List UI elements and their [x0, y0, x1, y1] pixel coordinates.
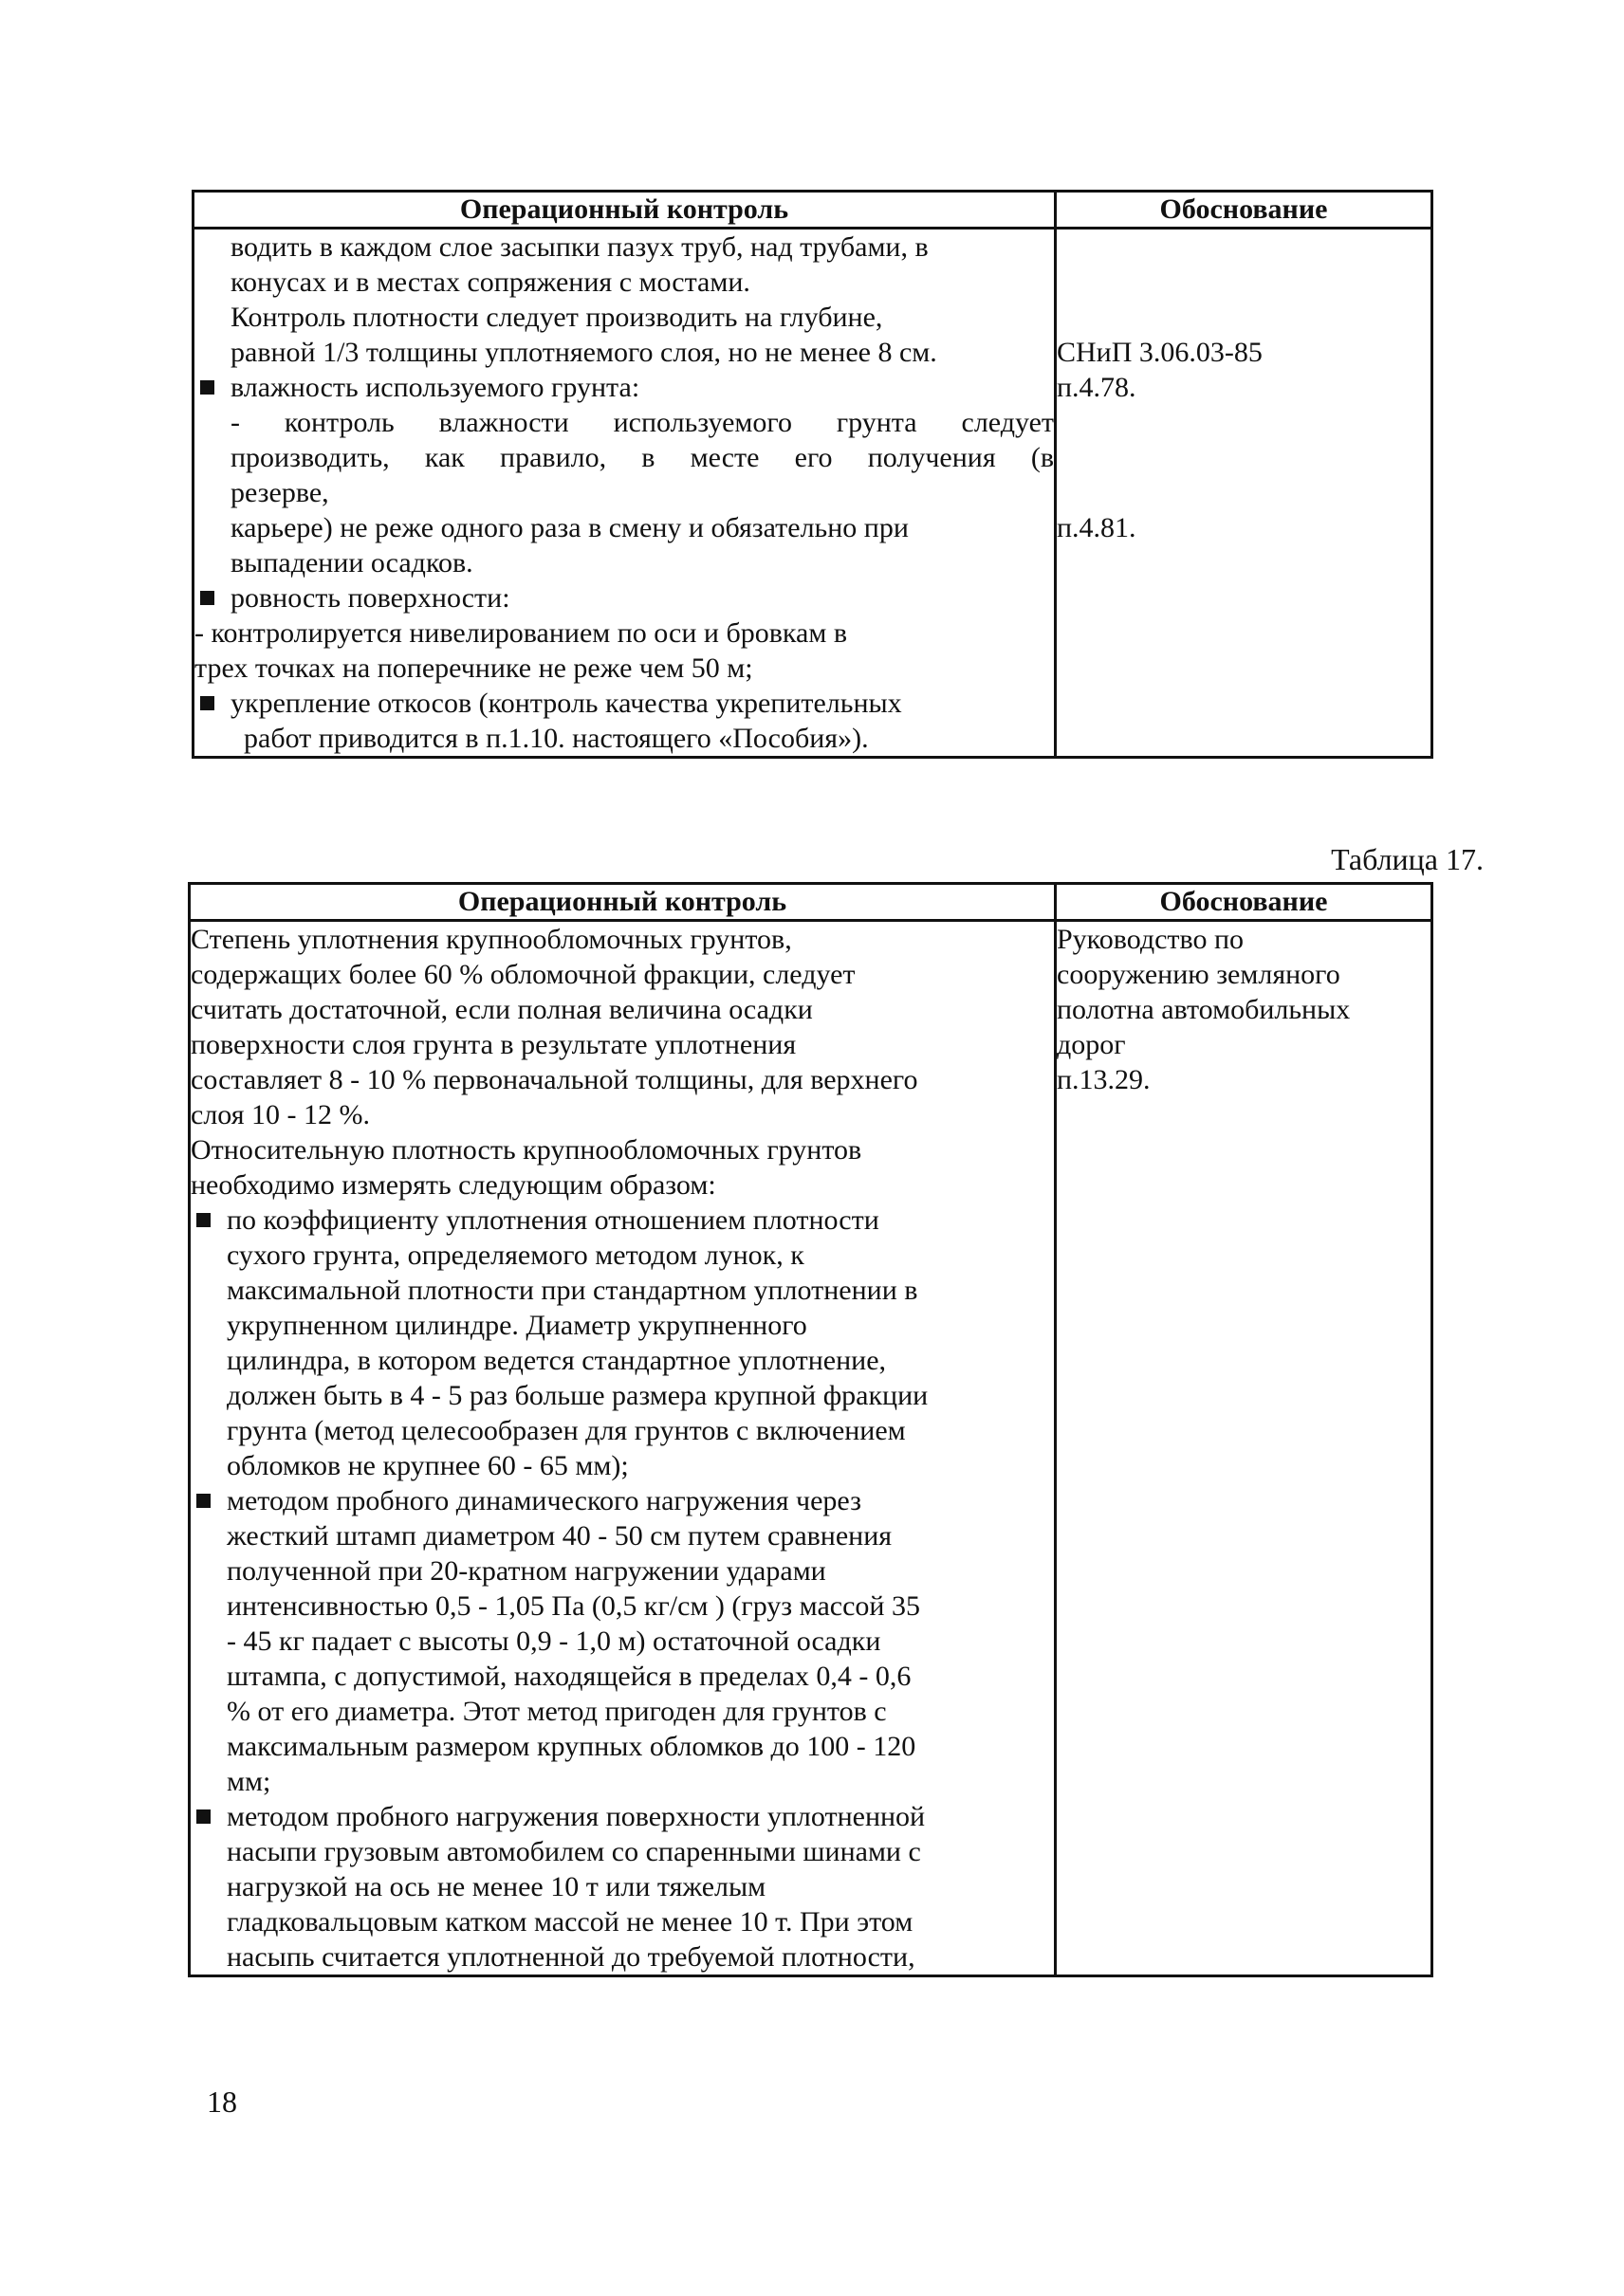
- text-line: Степень уплотнения крупнообломочных грунтов,: [191, 924, 792, 955]
- text-line: - контроль влажности используемого грунта следует: [231, 407, 1054, 438]
- text-line: водить в каждом слое засыпки пазух труб, над трубами, в: [231, 231, 929, 263]
- text-line: необходимо измерять следующим образом:: [191, 1169, 716, 1201]
- text-line: карьере) не реже одного раза в смену и обязательно при: [231, 512, 909, 543]
- text-line: нагрузкой на ось не менее 10 т или тяжелым: [227, 1871, 766, 1902]
- bullet-item: ровность поверхности:: [194, 580, 1054, 615]
- text-line: цилиндра, в котором ведется стандартное уплотнение,: [227, 1345, 887, 1376]
- text-line: укрупненном цилиндре. Диаметр укрупненного: [227, 1310, 807, 1341]
- table-row: [194, 229, 1432, 758]
- table-row: [190, 921, 1432, 1976]
- text-line: интенсивностью 0,5 - 1,05 Па (0,5 кг/см ) (груз массой 35: [227, 1590, 920, 1622]
- justification-cell: [1056, 921, 1432, 1976]
- operational-control-cell: [190, 921, 1056, 1976]
- text-line: трех точках на поперечнике не реже чем 50 м;: [194, 652, 753, 684]
- text-line: гладковальцовым катком массой не менее 10 т. При этом: [227, 1906, 914, 1938]
- table-17: [188, 882, 1433, 1977]
- header-justification: Обоснование: [1056, 192, 1432, 229]
- text-line: конусах и в местах сопряжения с мостами.: [231, 266, 750, 298]
- text-line: Контроль плотности следует производить на глубине,: [231, 302, 883, 333]
- table-caption: Таблица 17.: [1331, 842, 1484, 876]
- text-line: жесткий штамп диаметром 40 - 50 см путем сравнения: [227, 1520, 893, 1552]
- text-line: максимальной плотности при стандартном уплотнении в: [227, 1275, 918, 1306]
- table-continuation: [192, 190, 1433, 759]
- text-line: % от его диаметра. Этот метод пригоден для грунтов с: [227, 1696, 887, 1727]
- reference-clause: п.4.78.: [1057, 372, 1136, 403]
- text-line: равной 1/3 толщины уплотняемого слоя, но не менее 8 см.: [231, 337, 937, 368]
- text-line: полученной при 20-кратном нагружении ударами: [227, 1555, 826, 1587]
- text-line: обломков не крупнее 60 - 65 мм);: [227, 1450, 629, 1481]
- text-line: - контролируется нивелированием по оси и бровкам в: [194, 617, 847, 649]
- text-line: составляет 8 - 10 % первоначальной толщины, для верхнего: [191, 1064, 918, 1095]
- reference-line: Руководство по: [1057, 924, 1245, 955]
- text-line: мм;: [227, 1766, 271, 1797]
- text-line: - 45 кг падает с высоты 0,9 - 1,0 м) остаточной осадки: [227, 1626, 881, 1657]
- text-line: Относительную плотность крупнообломочных грунтов: [191, 1134, 862, 1166]
- table-header-row: [194, 192, 1432, 229]
- text-line: штампа, с допустимой, находящейся в пределах 0,4 - 0,6: [227, 1661, 912, 1692]
- text-line: должен быть в 4 - 5 раз больше размера крупной фракции: [227, 1380, 929, 1411]
- bullet-item: методом пробного динамического нагружения через: [191, 1483, 1054, 1518]
- reference-clause: п.13.29.: [1057, 1064, 1151, 1095]
- text-line: работ приводится в п.1.10. настоящего «Пособия»).: [244, 723, 869, 754]
- reference-line: дорог: [1057, 1029, 1126, 1060]
- table-header-row: [190, 884, 1432, 921]
- text-line: поверхности слоя грунта в результате уплотнения: [191, 1029, 797, 1060]
- text-line: насыпи грузовым автомобилем со спаренными шинами с: [227, 1836, 921, 1867]
- text-line: грунта (метод целесообразен для грунтов с включением: [227, 1415, 906, 1446]
- bullet-item: влажность используемого грунта:: [194, 370, 1054, 405]
- justification-cell: [1056, 229, 1432, 758]
- header-operational-control: Операционный контроль: [194, 192, 1056, 229]
- reference-clause: п.4.81.: [1057, 512, 1136, 543]
- operational-control-cell: [194, 229, 1056, 758]
- reference-snip: СНиП 3.06.03-85: [1057, 337, 1263, 368]
- text-line: выпадении осадков.: [231, 547, 473, 579]
- bullet-item: укрепление откосов (контроль качества укрепительных: [194, 686, 1054, 721]
- text-line: насыпь считается уплотненной до требуемой плотности,: [227, 1941, 915, 1973]
- reference-line: сооружению земляного: [1057, 959, 1340, 990]
- page-number: 18: [207, 2085, 237, 2119]
- text-line: слоя 10 - 12 %.: [191, 1099, 370, 1130]
- bullet-item: по коэффициенту уплотнения отношением плотности: [191, 1203, 1054, 1238]
- reference-line: полотна автомобильных: [1057, 994, 1351, 1025]
- text-line: содержащих более 60 % обломочной фракции, следует: [191, 959, 856, 990]
- header-justification: Обоснование: [1056, 884, 1432, 921]
- text-line: производить, как правило, в месте его получения (в: [231, 442, 1054, 473]
- bullet-item: методом пробного нагружения поверхности уплотненной: [191, 1799, 1054, 1834]
- text-line: сухого грунта, определяемого методом лунок, к: [227, 1240, 804, 1271]
- text-line: резерве,: [231, 477, 329, 508]
- text-line: считать достаточной, если полная величина осадки: [191, 994, 813, 1025]
- text-line: максимальным размером крупных обломков до 100 - 120: [227, 1731, 916, 1762]
- header-operational-control: Операционный контроль: [190, 884, 1056, 921]
